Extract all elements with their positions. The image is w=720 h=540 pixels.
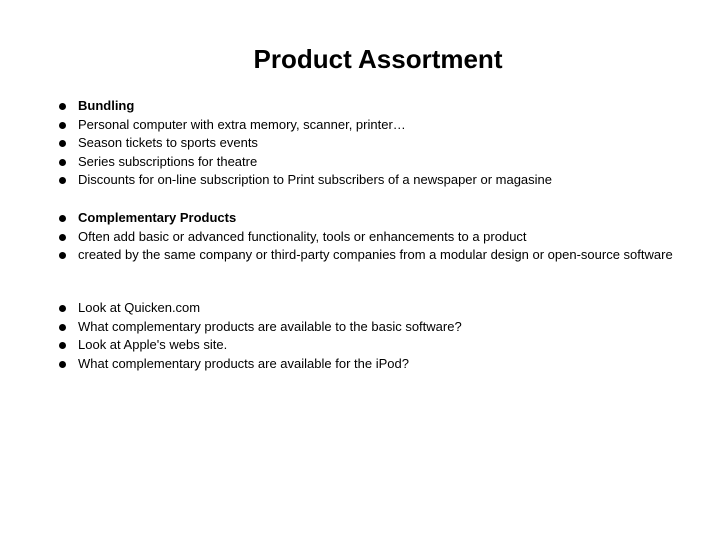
list-item-text: Look at Quicken.com: [78, 300, 201, 315]
bullet-dot-icon: [59, 122, 66, 129]
list-item: [56, 318, 676, 337]
bullet-dot-icon: [59, 103, 66, 110]
bullet-group-bundling: [56, 97, 676, 190]
bullet-dot-icon: [59, 252, 66, 259]
list-item: [56, 246, 676, 265]
list-item-text: Season tickets to sports events: [78, 135, 258, 150]
bullet-dot-icon: [59, 324, 66, 331]
list-item: [56, 153, 676, 172]
bullet-dot-icon: [59, 159, 66, 166]
list-item-text: Bundling: [78, 98, 135, 113]
list-item: [56, 134, 676, 153]
bullet-group-complementary-products: [56, 209, 676, 265]
bullet-dot-icon: [59, 234, 66, 241]
list-item: [56, 336, 676, 355]
list-item: [56, 171, 676, 190]
list-item: [56, 97, 676, 116]
list-item-text: Series subscriptions for theatre: [78, 153, 258, 169]
list-item: [56, 209, 676, 228]
list-item: [56, 299, 676, 318]
bullet-dot-icon: [59, 140, 66, 147]
list-item-text: Discounts for on-line subscription to Print subscribers of a newspaper or magasine: [78, 172, 553, 187]
list-item: [56, 355, 676, 374]
bullet-dot-icon: [59, 177, 66, 184]
list-item-text: Often add basic or advanced functionality, tools or enhancements to a product: [78, 228, 527, 244]
list-item-text: What complementary products are available to the basic software?: [78, 318, 462, 334]
bullet-dot-icon: [59, 342, 66, 349]
list-item: [56, 116, 676, 135]
bullet-dot-icon: [59, 361, 66, 368]
list-item: [56, 228, 676, 247]
bullet-dot-icon: [59, 215, 66, 222]
list-item-text: created by the same company or third-party companies from a modular design or open-source software: [78, 247, 673, 262]
list-item-text: Complementary Products: [78, 210, 237, 225]
list-item-text: What complementary products are available for the iPod?: [78, 355, 409, 371]
list-item-text: Personal computer with extra memory, scanner, printer…: [78, 116, 406, 132]
bullet-dot-icon: [59, 305, 66, 312]
slide-title: Product Assortment: [253, 44, 503, 74]
bullet-group-examples: [56, 299, 676, 373]
list-item-text: Look at Apple's webs site.: [78, 337, 228, 352]
